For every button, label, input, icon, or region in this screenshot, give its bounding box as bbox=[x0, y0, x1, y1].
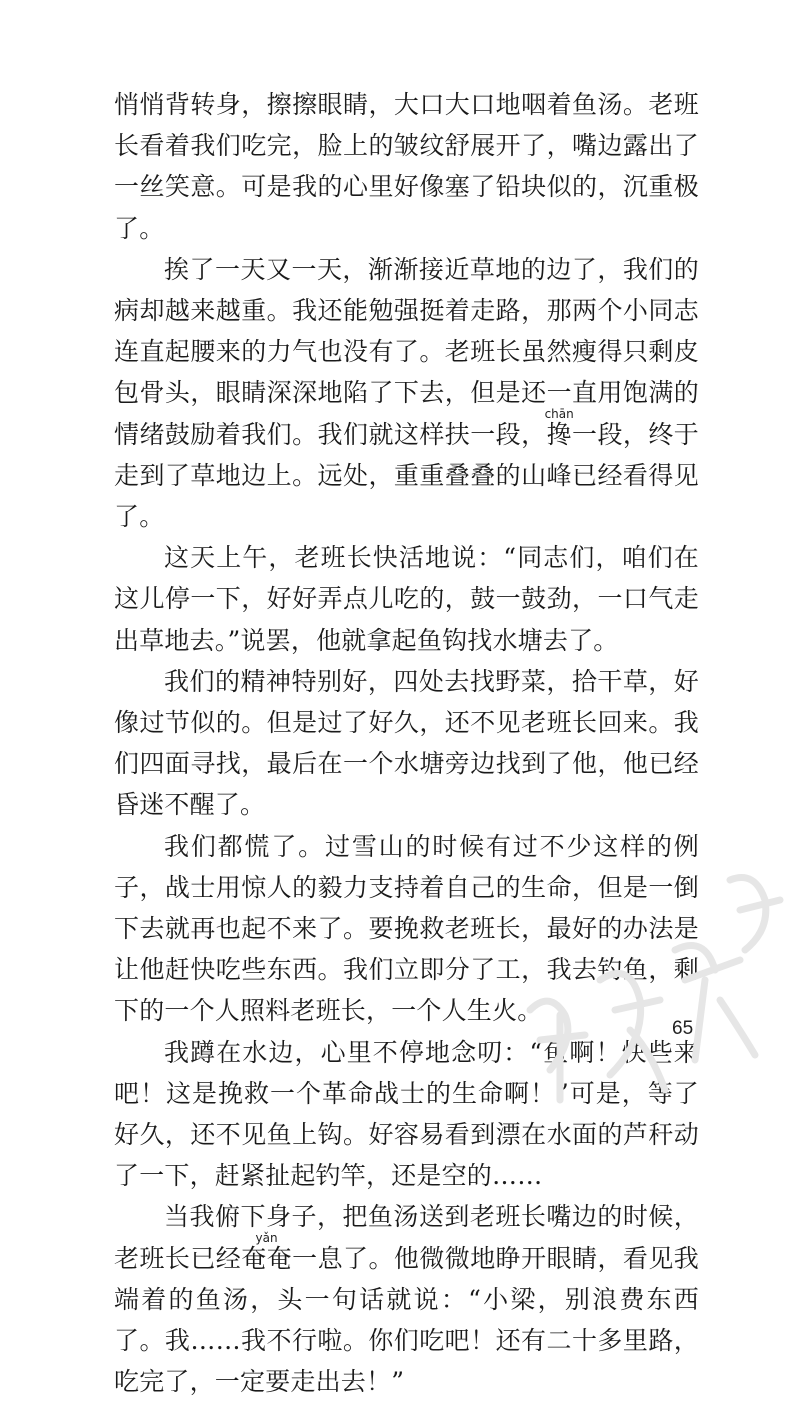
ruby-annotated-word bbox=[241, 1230, 293, 1273]
pinyin-annotation: yǎn bbox=[241, 1230, 292, 1245]
text-run: 我们的精神特别好，四处去找野菜，拾干草，好像过节似的。但是过了好久，还不见老班长回来。我们四面寻找，最后在一个水塘旁边找到了他，他已经昏迷不醒了。 bbox=[114, 666, 699, 820]
ruby-base: 搀 bbox=[544, 419, 574, 449]
ruby-annotated-word bbox=[544, 406, 574, 449]
paragraph-3 bbox=[114, 537, 699, 661]
text-run: 一段，终于走到了草地边上。远处，重重叠叠的山峰已经看得见了。 bbox=[114, 419, 699, 532]
paragraph-4 bbox=[114, 661, 699, 826]
paragraph-6 bbox=[114, 1032, 699, 1197]
text-run: 挨了一天又一天，渐渐接近草地的边了，我们的病却越来越重。我还能勉强挺着走路，那两个小同志连直起腰来的力气也没有了。老班长虽然瘦得只剩皮包骨头，眼睛深深地陷了下去，但是还一直用饱满的情绪鼓励着我们。我们就这样扶一段， bbox=[114, 254, 699, 449]
paragraph-1 bbox=[114, 84, 699, 249]
body-text bbox=[114, 84, 699, 1403]
text-run: 这天上午，老班长快活地说：“同志们，咱们在这儿停一下，好好弄点儿吃的，鼓一鼓劲，一口气走出草地去。”说罢，他就拿起鱼钩找水塘去了。 bbox=[114, 543, 699, 655]
paragraph-2 bbox=[114, 249, 699, 537]
text-run: 悄悄背转身，擦擦眼睛，大口大口地咽着鱼汤。老班长看着我们吃完，脸上的皱纹舒展开了，嘴边露出了一丝笑意。可是我的心里好像塞了铅块似的，沉重极了。 bbox=[114, 90, 699, 243]
paragraph-5 bbox=[114, 826, 699, 1032]
ruby-base: 奄奄 bbox=[241, 1243, 293, 1273]
text-run: 当我俯下身子，把鱼汤送到老班长嘴边的时候，老班长已经 bbox=[114, 1202, 699, 1273]
pinyin-annotation: chān bbox=[544, 406, 574, 421]
text-run: 一息了。他微微地睁开眼睛，看见我端着的鱼汤，头一句话就说：“小梁，别浪费东西了。我……我不行啦。你们吃吧！还有二十多里路，吃完了，一定要走出去！” bbox=[114, 1243, 699, 1397]
text-run: 我们都慌了。过雪山的时候有过不少这样的例子，战士用惊人的毅力支持着自己的生命，但是一倒下去就再也起不来了。要挽救老班长，最好的办法是让他赶快吃些东西。我们立即分了工，我去钓鱼，剩下的一个人照料老班长，一个人生火。 bbox=[114, 831, 699, 1026]
page-number: 65 bbox=[672, 1018, 694, 1039]
paragraph-7 bbox=[114, 1196, 699, 1402]
text-run: 我蹲在水边，心里不停地念叨：“鱼啊！快些来吧！这是挽救一个革命战士的生命啊！”可是，等了好久，还不见鱼上钩。好容易看到漂在水面的芦秆动了一下，赶紧扯起钓竿，还是空的…… bbox=[114, 1037, 699, 1191]
